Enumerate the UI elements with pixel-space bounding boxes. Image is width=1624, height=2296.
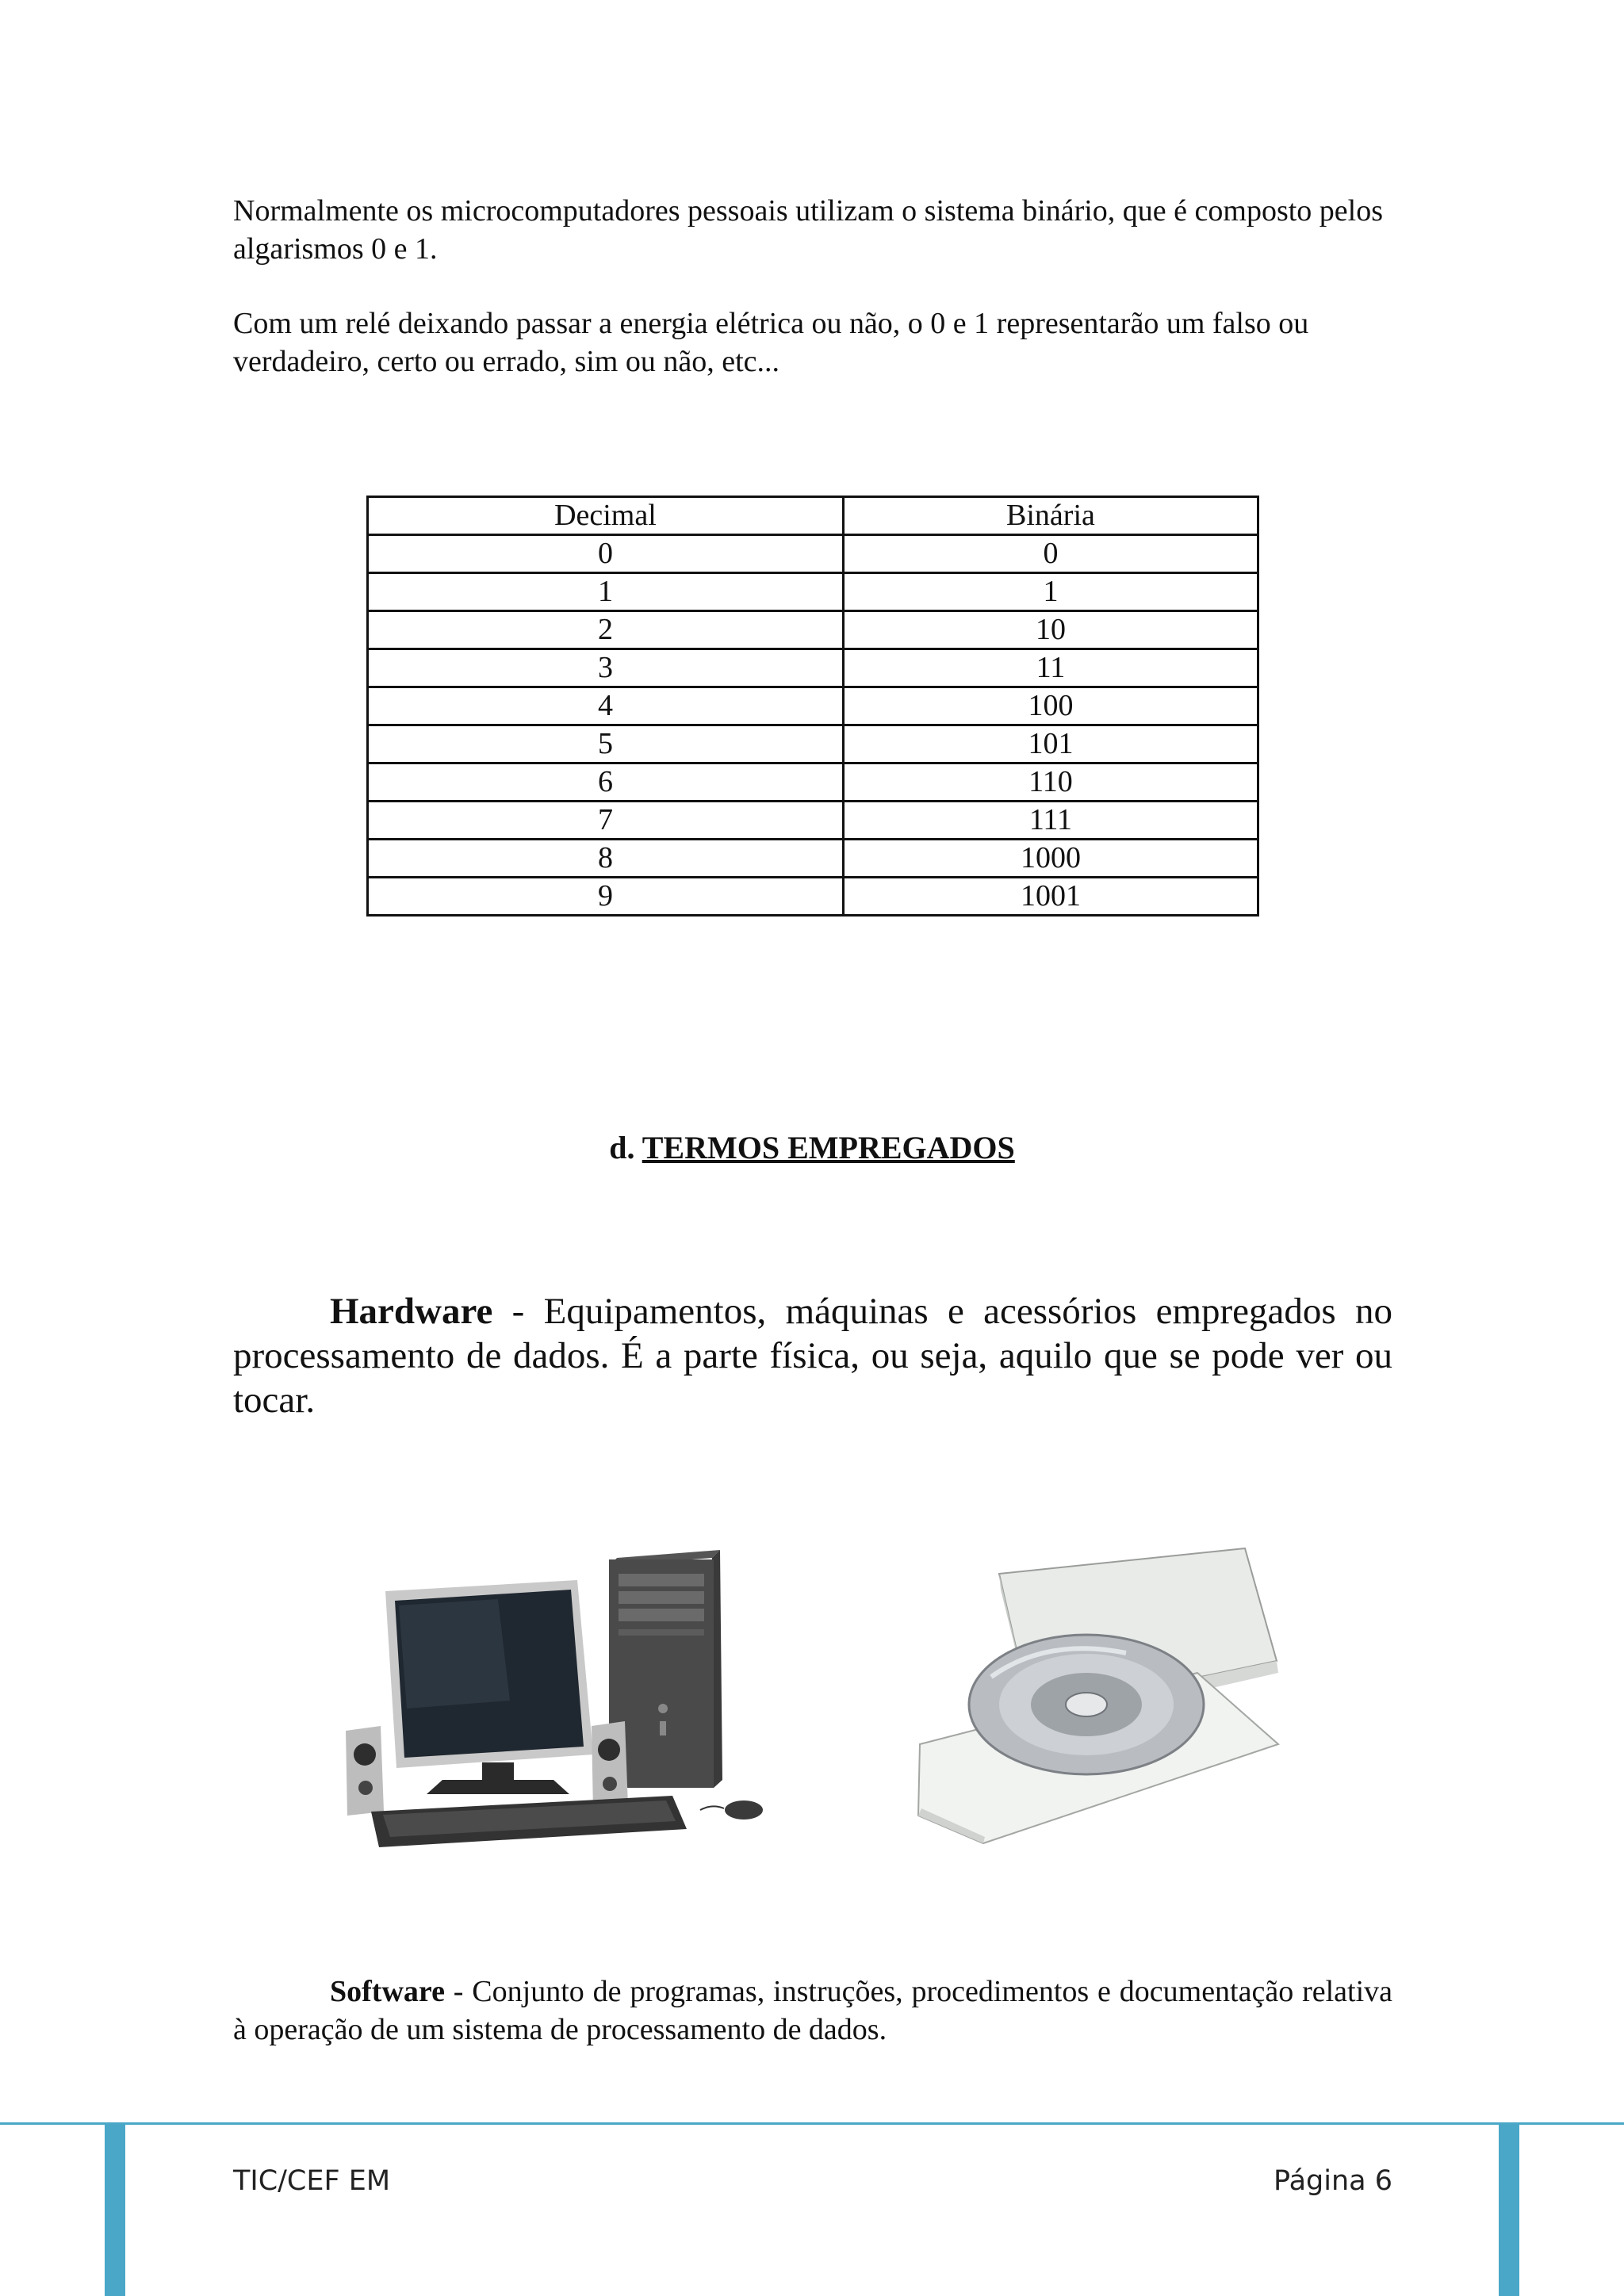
binary-cell: 111 [843,802,1258,840]
table-row [368,802,1258,840]
decimal-cell: 3 [368,649,844,687]
footer-page-number: Página 6 [1274,2165,1392,2197]
footer-divider [0,2122,1624,2125]
hardware-term: Hardware [330,1291,493,1332]
decimal-cell: 5 [368,725,844,763]
optical-drive-image [912,1542,1281,1847]
desktop-computer-image [339,1542,803,1851]
header-decimal: Decimal [368,497,844,535]
software-definition: - Conjunto de programas, instruções, procedimentos e documentação relativa à operação de um sistema de processamento de dados. [233,1975,1392,2046]
section-heading [0,1129,1624,1166]
decimal-cell: 6 [368,763,844,802]
binary-cell: 110 [843,763,1258,802]
hardware-definition: - Equipamentos, máquinas e acessórios empregados no processamento de dados. É a parte física, ou seja, aquilo que se pode ver ou tocar. [233,1291,1392,1421]
software-paragraph [233,1973,1392,2049]
binary-cell: 101 [843,725,1258,763]
decimal-cell: 4 [368,687,844,725]
binary-table-body [368,497,1258,916]
table-row [368,687,1258,725]
binary-cell: 100 [843,687,1258,725]
decimal-cell: 2 [368,611,844,649]
table-row [368,840,1258,878]
decimal-cell: 9 [368,878,844,916]
decimal-cell: 8 [368,840,844,878]
table-row [368,878,1258,916]
table-row [368,611,1258,649]
binary-cell: 10 [843,611,1258,649]
binary-cell: 11 [843,649,1258,687]
software-term: Software [330,1975,445,2008]
table-row [368,725,1258,763]
section-prefix: d. [609,1130,635,1165]
binary-cell: 1001 [843,878,1258,916]
footer-right-bar [1499,2125,1519,2296]
table-row [368,763,1258,802]
footer-course: TIC/CEF EM [233,2165,391,2197]
binary-cell: 0 [843,535,1258,573]
binary-table [366,496,1259,916]
intro-paragraph: Normalmente os microcomputadores pessoais utilizam o sistema binário, que é composto pelos algarismos 0 e 1. [233,194,1384,266]
binary-cell: 1000 [843,840,1258,878]
hardware-paragraph [233,1289,1392,1422]
decimal-cell: 0 [368,535,844,573]
binary-cell: 1 [843,573,1258,611]
table-row [368,535,1258,573]
table-header-row [368,497,1258,535]
decimal-cell: 7 [368,802,844,840]
section-title: TERMOS EMPREGADOS [642,1130,1015,1165]
table-row [368,573,1258,611]
rele-paragraph: Com um relé deixando passar a energia elétrica ou não, o 0 e 1 representarão um falso ou verdadeiro, certo ou errado, sim ou não, etc... [233,307,1309,378]
header-binary: Binária [843,497,1258,535]
footer-left-bar [105,2125,125,2296]
table-row [368,649,1258,687]
decimal-cell: 1 [368,573,844,611]
